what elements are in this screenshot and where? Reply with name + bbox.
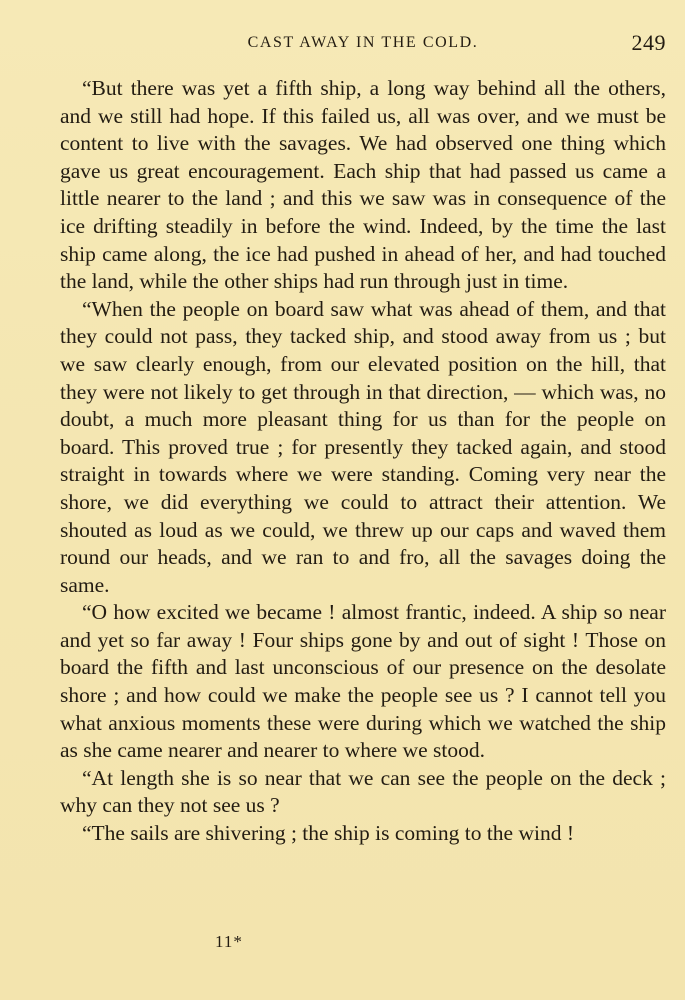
paragraph: “At length she is so near that we can see the people on the deck ; why can they not see us ? — [60, 765, 666, 818]
body-text — [60, 75, 666, 848]
paragraph: “But there was yet a fifth ship, a long way behind all the others, and we still had hope. If this failed us, all was over, and we must be content to live with the savages. We had observed one thing which gave us great encouragement. Each ship that had passed us came a little nearer to the land ; and this we saw was in consequence of the ice drifting steadily in before the wind. Indeed, by the time the last ship came along, the ice had pushed in ahead of her, and had touched the land, while the other ships had run through just in time. — [60, 76, 666, 294]
running-head — [60, 28, 666, 58]
paragraph: “O how excited we became ! almost frantic, indeed. A ship so near and yet so far away ! Four ships gone by and out of sight ! Those on board the fifth and last unconscious of our presence on the desolate shore ; and how could we make the people see us ? I cannot tell you what anxious moments these were during which we watched the ship as she came nearer and nearer to where we stood. — [60, 600, 666, 763]
paragraph: “The sails are shivering ; the ship is coming to the wind ! — [82, 821, 575, 846]
signature-mark: 11* — [215, 932, 243, 951]
paragraph: “When the people on board saw what was ahead of them, and that they could not pass, they tacked ship, and stood away from us ; but we saw clearly enough, from our elevated position on the hill, that they were not likely to get through in that direction, — which was, no doubt, a much more pleasant thing for us than for the people on board. This proved true ; for presently they tacked again, and stood straight in towards where we were standing. Coming very near the shore, we did everything we could to attract their attention. We shouted as loud as we could, we threw up our caps and waved them round our heads, and we ran to and fro, all the savages doing the same. — [60, 296, 666, 597]
running-title: CAST AWAY IN THE COLD. — [247, 34, 479, 51]
page-number: 249 — [631, 30, 666, 55]
